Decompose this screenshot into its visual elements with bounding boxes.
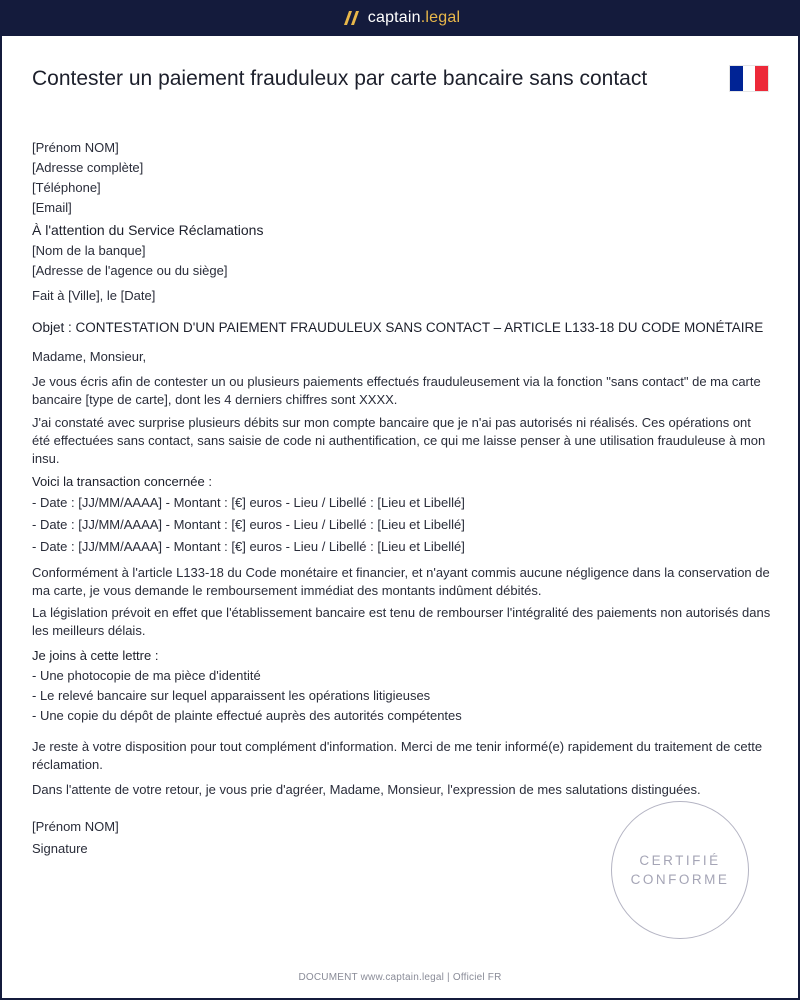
- certified-stamp: [611, 801, 749, 939]
- captain-legal-logo-icon: [340, 10, 360, 26]
- salutation-text: Madame, Monsieur,: [32, 349, 147, 364]
- stamp-line: CONFORME: [630, 872, 730, 887]
- top-bar: [0, 0, 800, 36]
- place-date-text: Fait à [Ville], le [Date]: [32, 288, 156, 303]
- sender-line: [Adresse complète]: [32, 160, 144, 175]
- salutation: [32, 348, 772, 366]
- document-header: [32, 64, 772, 93]
- subject-block: [32, 319, 772, 337]
- availability-paragraph: [32, 738, 772, 774]
- legal-request-text: Conformément à l'article L133-18 du Code monétaire et financier, et n'ayant commis aucune négligence dans la conservation de ma carte, je vous demande le remboursement immédiat des montants indûment débités.: [32, 565, 770, 598]
- closing-text: Dans l'attente de votre retour, je vous prie d'agréer, Madame, Monsieur, l'expression de mes salutations distinguées.: [32, 782, 701, 797]
- observation-paragraph: [32, 414, 772, 468]
- attachment-item: - Une copie du dépôt de plainte effectué auprès des autorités compétentes: [32, 708, 462, 723]
- attachment-item: - Une photocopie de ma pièce d'identité: [32, 668, 261, 683]
- sender-line: [Prénom NOM]: [32, 140, 119, 155]
- recipient-block: [32, 220, 772, 281]
- transaction-item: - Date : [JJ/MM/AAAA] - Montant : [€] euros - Lieu / Libellé : [Lieu et Libellé]: [32, 495, 465, 510]
- subject-line: Objet : CONTESTATION D'UN PAIEMENT FRAUDULEUX SANS CONTACT – ARTICLE L133-18 DU CODE MONÉTAIRE: [32, 320, 764, 335]
- intro-text: Je vous écris afin de contester un ou plusieurs paiements effectués frauduleusement via la fonction "sans contact" de ma carte bancaire [type de carte], dont les 4 derniers chiffres sont XXXX.: [32, 374, 761, 407]
- transactions-block: [32, 472, 772, 558]
- brand-name: captain.legal: [367, 9, 461, 26]
- legal-basis-paragraph: [32, 604, 772, 640]
- observation-text: J'ai constaté avec surprise plusieurs débits sur mon compte bancaire que je n'ai pas autorisés ni réalisés. Ces opérations ont été effectuées sans contact, sans saisie de code ni authentification, ce qui me laisse penser à une utilisation frauduleuse à mon insu.: [32, 415, 766, 466]
- transaction-item: - Date : [JJ/MM/AAAA] - Montant : [€] euros - Lieu / Libellé : [Lieu et Libellé]: [32, 517, 465, 532]
- legal-basis-text: La législation prévoit en effet que l'établissement bancaire est tenu de rembourser l'intégralité des paiements non autorisés dans les meilleurs délais.: [32, 605, 771, 638]
- signature-label: Signature: [32, 841, 88, 856]
- signature-name: [Prénom NOM]: [32, 819, 119, 834]
- sender-line: [Email]: [32, 200, 72, 215]
- attention-line: À l'attention du Service Réclamations: [32, 222, 264, 238]
- attachments-block: [32, 646, 772, 726]
- transactions-heading: Voici la transaction concernée :: [32, 474, 212, 489]
- sender-line: [Téléphone]: [32, 180, 101, 195]
- intro-paragraph: [32, 373, 772, 409]
- recipient-line: [Adresse de l'agence ou du siège]: [32, 263, 228, 278]
- availability-text: Je reste à votre disposition pour tout complément d'information. Merci de me tenir informé(e) rapidement du traitement de cette réclamation.: [32, 739, 763, 772]
- page-footer: DOCUMENT www.captain.legal | Officiel FR: [298, 972, 502, 983]
- place-date: [32, 286, 772, 306]
- sender-block: [32, 138, 772, 218]
- stamp-line: CERTIFIÉ: [639, 853, 721, 868]
- transaction-item: - Date : [JJ/MM/AAAA] - Montant : [€] euros - Lieu / Libellé : [Lieu et Libellé]: [32, 539, 465, 554]
- legal-request-paragraph: [32, 564, 772, 600]
- attachments-heading: Je joins à cette lettre :: [32, 648, 159, 663]
- document-title: Contester un paiement frauduleux par carte bancaire sans contact: [32, 67, 648, 90]
- recipient-line: [Nom de la banque]: [32, 243, 146, 258]
- brand-logo[interactable]: [340, 9, 460, 27]
- closing-paragraph: [32, 781, 772, 799]
- attachment-item: - Le relevé bancaire sur lequel apparaissent les opérations litigieuses: [32, 688, 431, 703]
